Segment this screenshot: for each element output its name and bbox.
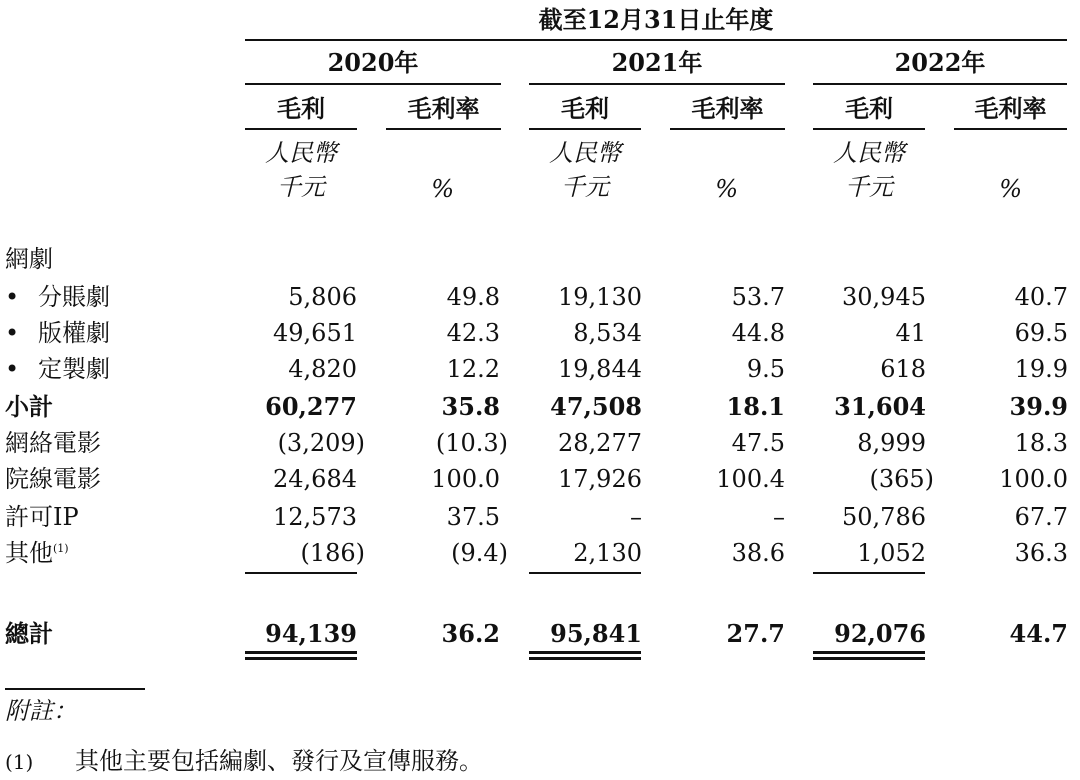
margin-cell: 49.8 [446, 283, 500, 311]
unit-currency-2021: 人民幣 [549, 139, 621, 167]
unit-currency-2022: 人民幣 [833, 139, 905, 167]
margin-cell: 69.5 [1014, 319, 1068, 347]
period-header: 截至12月31日止年度 [538, 5, 774, 34]
margin-cell: 27.7 [726, 619, 785, 648]
unit-percent-2021: % [715, 175, 738, 203]
total-double-rule [529, 657, 641, 660]
footnote-text: 其他主要包括編劇、發行及宣傳服務。 [75, 747, 483, 775]
year-2020-header: 2020年 [327, 48, 419, 77]
gross-profit-cell: 95,841 [550, 619, 642, 648]
margin-cell: 44.7 [1009, 619, 1068, 648]
unit-currency-2020: 人民幣 [265, 139, 337, 167]
margin-cell: 18.1 [726, 392, 785, 421]
gross-profit-cell: 12,573 [273, 503, 357, 531]
sum-rule [245, 572, 357, 574]
total-double-rule [529, 651, 641, 654]
margin-cell: 42.3 [446, 319, 500, 347]
row-label: 版權劇 [38, 319, 110, 347]
margin-cell: – [773, 503, 785, 531]
gross-profit-cell: 60,277 [265, 392, 357, 421]
total-double-rule [245, 657, 357, 660]
year-2021-header: 2021年 [611, 48, 703, 77]
year-2022-rule [813, 83, 1067, 85]
gross-profit-cell: 31,604 [834, 392, 926, 421]
subheader-rule [386, 128, 501, 130]
gross-profit-cell: 2,130 [573, 539, 642, 567]
sum-rule [529, 572, 641, 574]
margin-cell: 18.3 [1014, 429, 1068, 457]
margin-cell: (9.4) [451, 539, 508, 567]
col-gross-profit-2020: 毛利 [277, 94, 325, 123]
margin-cell: 39.9 [1009, 392, 1068, 421]
margin-cell: 12.2 [446, 355, 500, 383]
gross-profit-cell: 618 [880, 355, 926, 383]
subheader-rule [813, 128, 925, 130]
gross-profit-cell: 92,076 [834, 619, 926, 648]
gross-profit-cell: 19,130 [558, 283, 642, 311]
gross-profit-cell: 19,844 [558, 355, 642, 383]
margin-cell: 9.5 [746, 355, 785, 383]
year-2022-header: 2022年 [894, 48, 986, 77]
gross-profit-cell: (3,209) [277, 429, 365, 457]
gross-profit-cell: 17,926 [558, 465, 642, 493]
unit-percent-2020: % [431, 175, 454, 203]
gross-profit-cell: 5,806 [288, 283, 357, 311]
gross-profit-cell: 28,277 [558, 429, 642, 457]
gross-profit-cell: 41 [895, 319, 926, 347]
year-2021-rule [529, 83, 785, 85]
gross-profit-cell: 94,139 [265, 619, 357, 648]
sum-rule [813, 572, 925, 574]
margin-cell: (10.3) [435, 429, 508, 457]
margin-cell: 36.3 [1014, 539, 1068, 567]
bullet: • [5, 319, 20, 347]
gross-profit-cell: (186) [300, 539, 365, 567]
row-label: 定製劇 [38, 355, 110, 383]
header-rule [245, 39, 1067, 41]
margin-cell: 100.4 [716, 465, 785, 493]
footnote-ref: (1) [53, 542, 69, 555]
section-web-drama: 網劇 [5, 245, 53, 273]
margin-cell: 37.5 [446, 503, 500, 531]
total-double-rule [813, 657, 925, 660]
row-label: 院線電影 [5, 465, 101, 493]
footnote-rule [5, 688, 145, 690]
margin-cell: 40.7 [1014, 283, 1068, 311]
margin-cell: 100.0 [999, 465, 1068, 493]
gross-profit-cell: 1,052 [857, 539, 926, 567]
margin-cell: 36.2 [441, 619, 500, 648]
subheader-rule [670, 128, 785, 130]
bullet: • [5, 283, 20, 311]
row-label-total: 總計 [5, 619, 53, 648]
subheader-rule [954, 128, 1067, 130]
total-double-rule [813, 651, 925, 654]
year-2020-rule [245, 83, 501, 85]
gross-profit-cell: 8,534 [573, 319, 642, 347]
bullet: • [5, 355, 20, 383]
unit-thousand-2021: 千元 [561, 173, 609, 201]
unit-thousand-2022: 千元 [845, 173, 893, 201]
unit-thousand-2020: 千元 [277, 173, 325, 201]
gross-profit-cell: (365) [869, 465, 934, 493]
row-label: 分賬劇 [38, 283, 110, 311]
margin-cell: 35.8 [441, 392, 500, 421]
margin-cell: 67.7 [1014, 503, 1068, 531]
gross-profit-cell: 4,820 [288, 355, 357, 383]
col-margin-2021: 毛利率 [691, 94, 764, 123]
col-gross-profit-2021: 毛利 [561, 94, 609, 123]
total-double-rule [245, 651, 357, 654]
subheader-rule [245, 128, 357, 130]
gross-profit-cell: 50,786 [842, 503, 926, 531]
gross-profit-cell: 47,508 [550, 392, 642, 421]
col-gross-profit-2022: 毛利 [845, 94, 893, 123]
footnote-marker: (1) [5, 750, 34, 774]
gross-profit-cell: 49,651 [273, 319, 357, 347]
row-label: 許可IP [5, 503, 79, 531]
gross-profit-cell: 30,945 [842, 283, 926, 311]
row-label: 其他$^{(1)}$ [5, 539, 69, 567]
gross-profit-cell: 8,999 [857, 429, 926, 457]
margin-cell: 38.6 [731, 539, 785, 567]
footnote-heading: 附註： [5, 697, 77, 725]
row-label-subtotal: 小計 [5, 392, 53, 421]
subheader-rule [529, 128, 641, 130]
margin-cell: 47.5 [731, 429, 785, 457]
col-margin-2022: 毛利率 [974, 94, 1047, 123]
margin-cell: 44.8 [731, 319, 785, 347]
margin-cell: 53.7 [731, 283, 785, 311]
margin-cell: 100.0 [431, 465, 500, 493]
gross-profit-cell: 24,684 [273, 465, 357, 493]
gross-profit-cell: – [630, 503, 642, 531]
unit-percent-2022: % [999, 175, 1022, 203]
col-margin-2020: 毛利率 [407, 94, 480, 123]
row-label: 網絡電影 [5, 429, 101, 457]
margin-cell: 19.9 [1014, 355, 1068, 383]
